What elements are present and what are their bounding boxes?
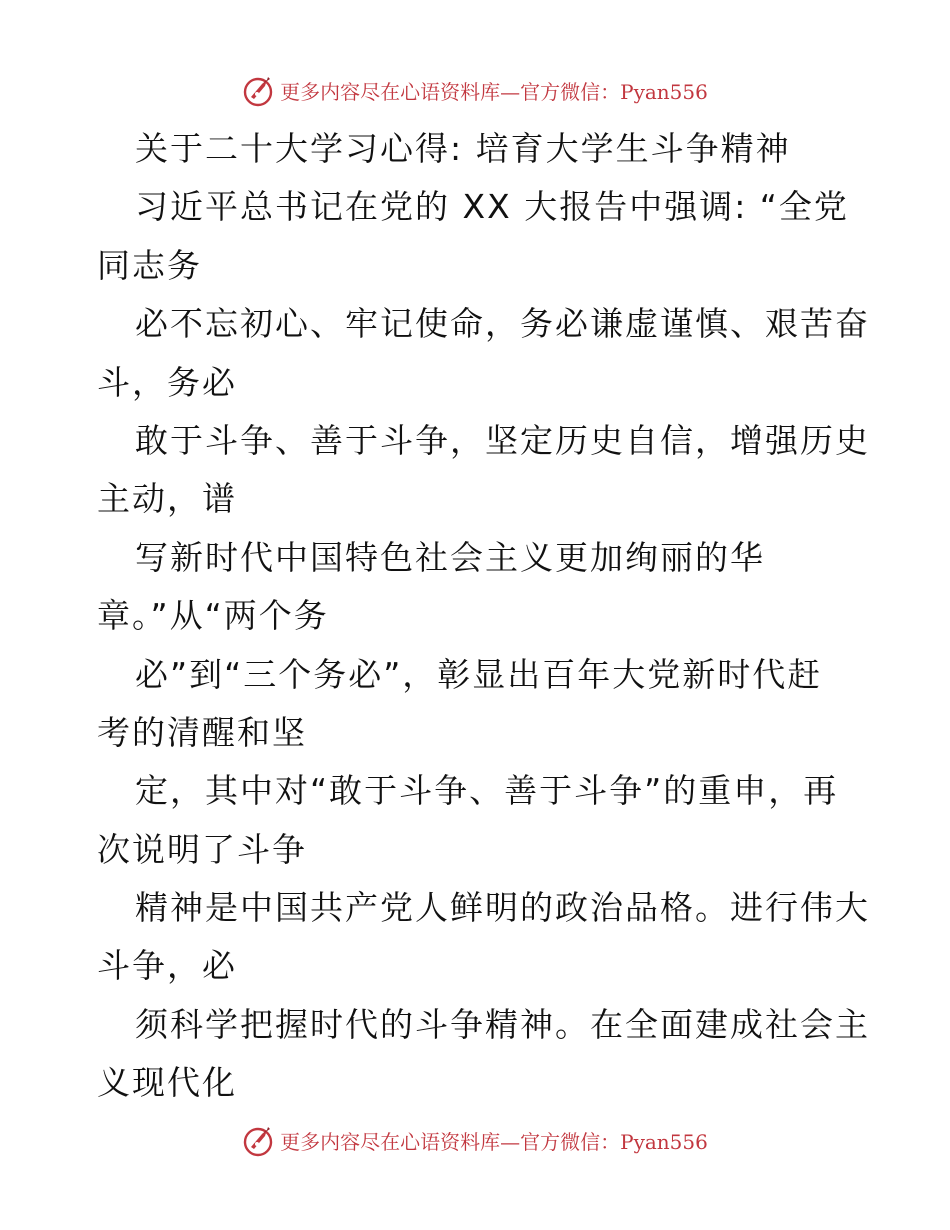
text-line: 义现代化 [97, 1063, 237, 1103]
text-line: 定，其中对“敢于斗争、善于斗争”的重申，再 [135, 771, 839, 811]
text-line: 主动，谱 [97, 479, 237, 519]
text-line: 敢于斗争、善于斗争，坚定历史自信，增强历史 [135, 420, 870, 460]
banner-text: 更多内容尽在心语资料库—官方微信：Pyan556 [280, 79, 708, 104]
text-line: 斗争，必 [97, 946, 237, 986]
pen-nib-logo-icon [242, 1123, 276, 1157]
footer-banner [0, 1120, 950, 1160]
text-line: 次说明了斗争 [97, 829, 307, 869]
banner-text: 更多内容尽在心语资料库—官方微信：Pyan556 [280, 1129, 708, 1154]
text-line: 精神是中国共产党人鲜明的政治品格。进行伟大 [135, 888, 870, 928]
pen-nib-logo-icon [242, 73, 276, 107]
text-line: 同志务 [97, 245, 202, 285]
text-line: 考的清醒和坚 [97, 712, 307, 752]
text-line: 关于二十大学习心得: 培育大学生斗争精神 [135, 129, 791, 168]
text-line: 必”到“三个务必”，彰显出百年大党新时代赶 [135, 654, 823, 694]
article-body [97, 120, 870, 1113]
text-line: 斗，务必 [97, 362, 237, 402]
text-line: 习近平总书记在党的 XX 大报告中强调: “全党 [135, 187, 849, 227]
text-line: 写新时代中国特色社会主义更加绚丽的华 [135, 537, 765, 577]
header-banner [0, 70, 950, 110]
text-line: 章。”从“两个务 [97, 596, 329, 636]
text-line: 必不忘初心、牢记使命，务必谦虚谨慎、艰苦奋 [135, 304, 870, 344]
text-line: 须科学把握时代的斗争精神。在全面建成社会主 [135, 1004, 870, 1044]
